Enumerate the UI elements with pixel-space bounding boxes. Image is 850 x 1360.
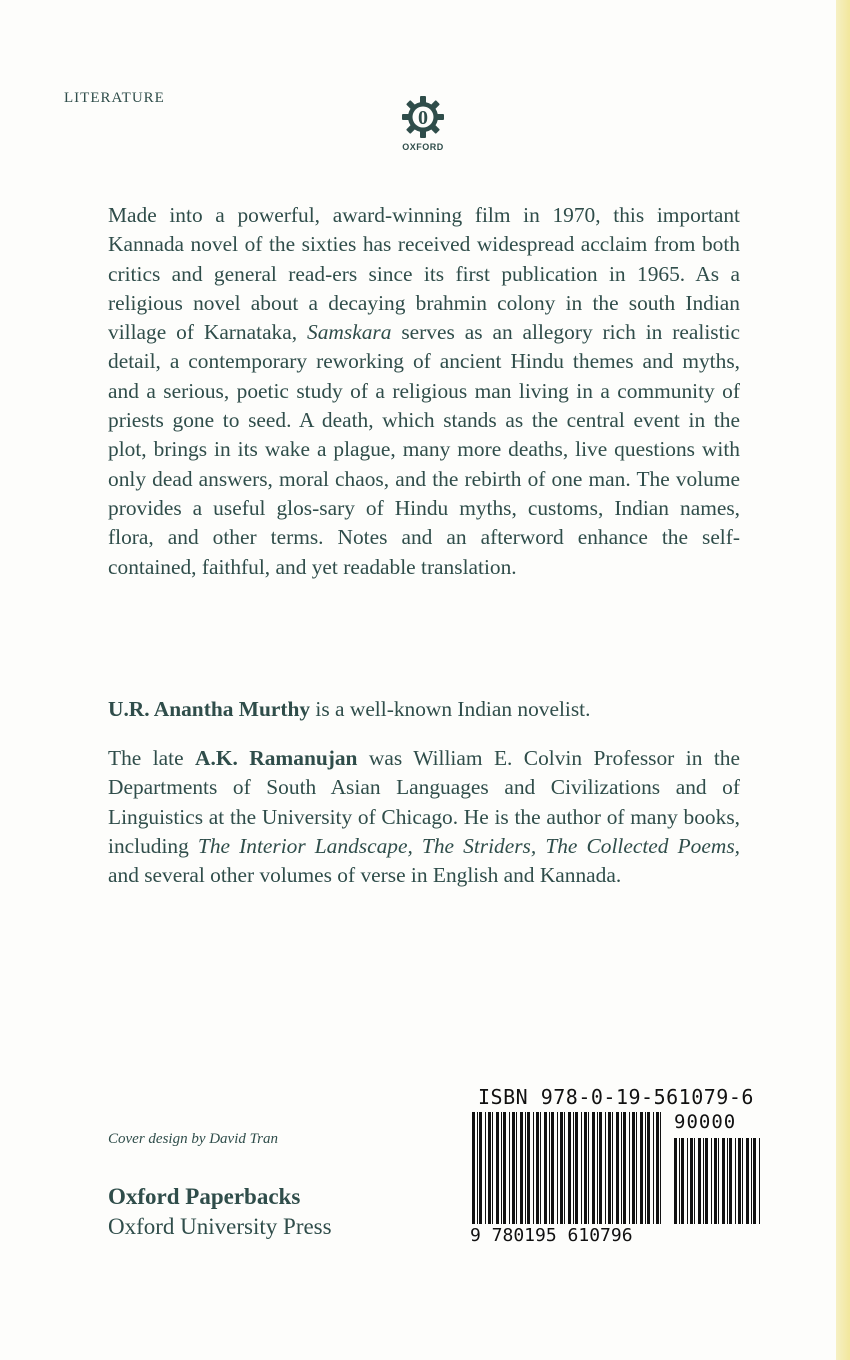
logo-wordmark: OXFORD	[402, 142, 444, 152]
barcode-bar	[568, 1112, 571, 1224]
logo-mark: 0	[418, 107, 428, 129]
ean-digits: 9 780195 610796	[470, 1225, 633, 1246]
barcode-bar	[608, 1112, 611, 1224]
barcode-bar	[647, 1112, 650, 1224]
author-bio	[108, 695, 748, 724]
barcode-bar	[735, 1138, 736, 1224]
author-name: U.R. Anantha Murthy	[108, 697, 311, 721]
publisher-name: Oxford University Press	[108, 1214, 332, 1239]
barcode-bar	[479, 1112, 482, 1224]
oxford-logo	[392, 94, 454, 152]
barcode-bar	[488, 1112, 491, 1224]
barcode-bar	[753, 1138, 756, 1224]
barcode-bar	[492, 1112, 493, 1224]
price-code: 90000	[674, 1111, 737, 1133]
series-name: Oxford Paperbacks	[108, 1184, 301, 1209]
barcode-bar	[472, 1112, 475, 1224]
barcode-bar	[551, 1112, 554, 1224]
barcode-bar	[718, 1138, 719, 1224]
barcode-bar	[727, 1138, 728, 1224]
barcode-bar	[605, 1112, 606, 1224]
barcode-bar	[681, 1138, 684, 1224]
barcode-bar	[540, 1112, 541, 1224]
barcode-bar	[616, 1112, 619, 1224]
book-description	[108, 201, 740, 582]
barcode-bar	[509, 1112, 510, 1224]
barcode-bar	[560, 1112, 563, 1224]
author-bio-text: is a well-known Indian novelist.	[310, 697, 591, 721]
barcode-bar	[636, 1112, 637, 1224]
barcode-bar	[612, 1112, 613, 1224]
barcode-bar	[656, 1112, 659, 1224]
barcode-bar	[527, 1112, 530, 1224]
barcode-bar	[584, 1112, 587, 1224]
barcode-bar	[674, 1138, 677, 1224]
barcode-bar	[640, 1112, 643, 1224]
barcode-bar	[485, 1112, 486, 1224]
barcode-bar	[623, 1112, 626, 1224]
barcode-bar	[705, 1138, 708, 1224]
translator-bio-text: was William E. Colvin Professor in the Departments of South Asian Languages and Civilizations and of Linguistics at the University of Chicago. He is the author of many books, including	[108, 746, 740, 858]
barcode-bar	[714, 1138, 717, 1224]
translator-bio-suffix: and several other volumes of verse in English and Kannada.	[108, 863, 622, 888]
barcode-bar	[512, 1112, 515, 1224]
barcode-bar	[496, 1112, 499, 1224]
barcode-bar	[632, 1112, 635, 1224]
barcode-bar	[575, 1112, 578, 1224]
description-part-2: serves as an allegory rich in realistic detail, a contemporary reworking of ancient Hindu themes and myths, and a serious, poetic study of a religious man living in a community of priests gone to seed. A death, which stands as the central event in the plot, brings in its wake a plague, many more deaths, live questions with only dead answers, moral chaos, and the rebirth of one man. The volume provides a useful glos-sary of Hindu myths, customs, Indian names, flora, and other terms. Notes and an afterword enhance the self-contained, faithful, and yet readable translation.	[108, 320, 740, 579]
description-part-1: Made into a powerful, award-winning film in 1970, this important Kannada novel of the sixties has received widespread acclaim from both critics and general read-ers since its first publication in 1965. As a religious novel about a decaying brahmin colony in the south Indian village of Karnataka,	[108, 203, 740, 345]
barcode-bar	[722, 1138, 725, 1224]
barcode-bar	[621, 1112, 622, 1224]
barcode-bar	[549, 1112, 550, 1224]
barcode-bar	[536, 1112, 539, 1224]
barcode-bar	[564, 1112, 565, 1224]
barcode-bar	[746, 1138, 749, 1224]
barcode-bar	[501, 1112, 502, 1224]
barcode-bar	[477, 1112, 478, 1224]
barcode-bar	[679, 1138, 680, 1224]
barcode-bar	[520, 1112, 523, 1224]
barcode-bar	[557, 1112, 558, 1224]
translator-works: The Interior Landscape, The Striders, The Collected Poems,	[197, 833, 740, 858]
barcode-bar	[653, 1112, 654, 1224]
translator-bio	[108, 744, 740, 890]
book-title: Samskara	[307, 320, 392, 345]
barcode-bar	[516, 1112, 517, 1224]
barcode-bar	[694, 1138, 695, 1224]
barcode-bar	[573, 1112, 574, 1224]
barcode-bar	[687, 1138, 688, 1224]
category-label: LITERATURE	[64, 90, 165, 106]
spine-edge	[836, 0, 850, 1360]
barcode-bar	[503, 1112, 506, 1224]
barcode-bar	[525, 1112, 526, 1224]
barcode-bar	[533, 1112, 534, 1224]
isbn-label: ISBN 978-0-19-561079-6	[478, 1085, 754, 1109]
oxford-gear-icon	[400, 94, 446, 140]
barcode-bar	[711, 1138, 712, 1224]
barcode-bar	[645, 1112, 646, 1224]
barcode-bar	[599, 1112, 602, 1224]
barcode-bar	[597, 1112, 598, 1224]
barcode-bar	[592, 1112, 595, 1224]
barcode-bar	[729, 1138, 732, 1224]
barcode-bar	[738, 1138, 741, 1224]
barcode-bar	[581, 1112, 582, 1224]
barcode-bar	[759, 1138, 760, 1224]
translator-prefix: The late	[108, 746, 196, 770]
barcode-bar	[588, 1112, 589, 1224]
cover-credit: Cover design by David Tran	[108, 1131, 278, 1147]
barcode-bar	[629, 1112, 630, 1224]
barcode-bar	[742, 1138, 743, 1224]
translator-name: A.K. Ramanujan	[195, 746, 358, 770]
barcode-bar	[698, 1138, 701, 1224]
barcode-bar	[751, 1138, 752, 1224]
barcode-bar	[703, 1138, 704, 1224]
barcode-bar	[660, 1112, 661, 1224]
barcode-bar	[544, 1112, 547, 1224]
barcode-bar	[690, 1138, 693, 1224]
